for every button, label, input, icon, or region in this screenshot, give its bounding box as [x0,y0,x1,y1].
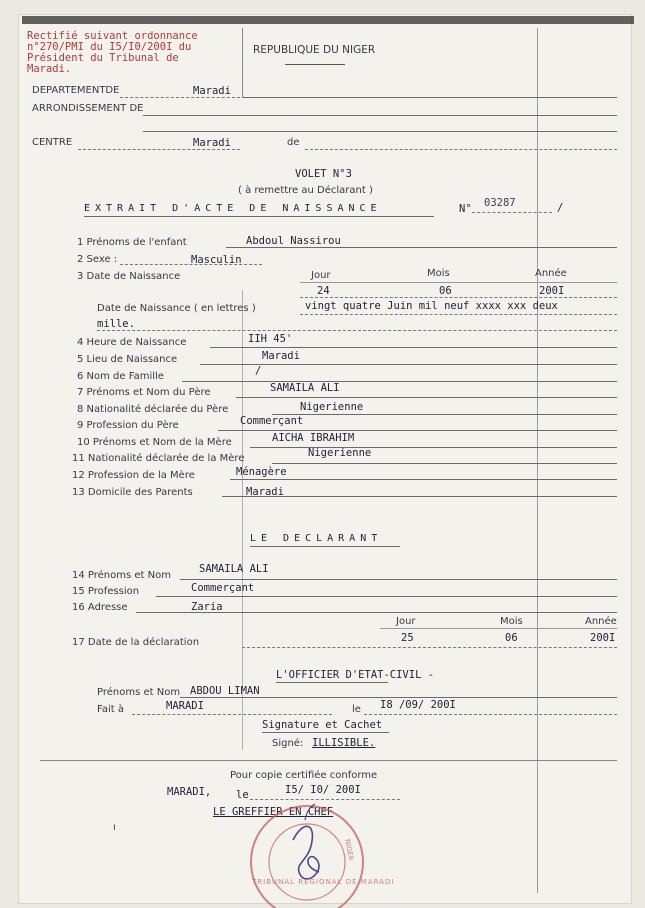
field-14-line [180,579,617,580]
birth-cols-underline [300,282,617,283]
stamp-text-right: NIGER [343,838,355,862]
departement-line [120,97,240,98]
field-11-label: 11 Nationalité déclarée de la Mère [72,453,245,464]
letters-label: Date de Naissance ( en lettres ) [97,303,256,314]
departement-line-right [242,97,617,98]
top-border [22,16,634,24]
field-3-label: 3 Date de Naissance [77,271,181,282]
centre-de-label: de [287,137,300,148]
extract-title-underline [84,216,434,217]
officer-name-line [180,697,617,698]
separator-line [40,760,617,761]
field-5-label: 5 Lieu de Naissance [77,354,178,365]
centre-label: CENTRE [32,137,73,148]
field-11-value: Nigerienne [308,447,372,459]
volet-title: VOLET N°3 [295,168,352,180]
field-6-value: / [255,365,262,377]
field-4-label: 4 Heure de Naissance [77,337,187,348]
field-15-line [156,596,617,597]
field-12-line [230,479,617,480]
arrondissement-line [143,115,617,116]
extract-no-line [472,212,552,213]
field-17-label: 17 Date de la déclaration [72,637,200,648]
fait-date-line [364,714,617,715]
decl-mois: 06 [505,632,518,644]
decl-col-jour: Jour [396,616,416,627]
decl-cols-underline [380,628,617,629]
decl-jour: 25 [401,632,414,644]
birth-jour: 24 [317,285,330,297]
note-line-1: Rectifié suivant ordonnance [27,30,198,42]
left-margin-line [242,290,243,750]
field-5-value: Maradi [262,350,300,362]
declarant-title: LE DECLARANT [250,533,383,544]
field-7-label: 7 Prénoms et Nom du Père [77,387,211,398]
fait-line [132,714,332,715]
letters-line-1 [300,314,617,315]
note-line-2: n°270/PMI du I5/I0/200I du [27,41,192,53]
field-4-value: IIH 45' [248,333,293,345]
decl-date-line [242,647,617,648]
right-margin-line [537,28,538,893]
field-10-value: AICHA IBRAHIM [272,432,355,444]
field-9-label: 9 Profession du Père [77,420,179,431]
birth-date-line [300,297,617,298]
field-11-line [272,463,617,464]
field-14-label: 14 Prénoms et Nom [72,570,171,581]
letters-line-2 [97,330,617,331]
field-10-line [250,447,617,448]
birth-annee: 200I [539,285,565,297]
officer-name-label: Prénoms et Nom [97,687,181,698]
officer-title: L'OFFICIER D'ETAT-CIVIL - [276,669,435,681]
fait-label: Fait à [97,704,124,715]
declarant-title-underline [250,546,400,547]
field-15-value: Commerçant [191,582,255,594]
field-9-line [218,430,617,431]
field-1-line [226,247,617,248]
field-14-value: SAMAILA ALI [199,563,269,575]
arrondissement-label: ARRONDISSEMENT DE [32,103,144,114]
field-12-value: Ménagère [236,466,287,478]
field-10-label: 10 Prénoms et Nom de la Mère [77,437,232,448]
arrondissement-line-2 [143,131,617,132]
fait-le-label: le [352,704,361,715]
letters-value-2: mille. [97,318,135,330]
field-12-label: 12 Profession de la Mère [72,470,195,481]
decl-col-mois: Mois [500,616,523,627]
signed-value: ILLISIBLE. [312,737,376,749]
field-15-label: 15 Profession [72,586,140,597]
fait-value: MARADI [166,700,204,712]
departement-label: DEPARTEMENTDE [32,85,120,96]
rectification-note [27,31,198,75]
volet-subtitle: ( à remettre au Déclarant ) [238,185,373,196]
field-2-label: 2 Sexe : [77,254,118,265]
decl-annee: 200I [590,632,616,644]
field-5-line [200,364,617,365]
field-13-value: Maradi [246,486,284,498]
greffier-title: LE GREFFIER EN CHEF [213,806,334,818]
header-divider [242,28,243,98]
field-7-line [236,397,617,398]
country-title: REPUBLIQUE DU NIGER [253,44,376,56]
birth-mois: 06 [439,285,452,297]
note-line-3: Président du Tribunal de [27,52,179,64]
certify-date: I5/ I0/ 200I [285,784,361,796]
extract-no-slash: / [557,202,564,214]
stamp-text-top: TRIBUNAL REGIONAL DE MARADI [252,878,395,886]
letters-value-1: vingt quatre Juin mil neuf xxxx xxx deux [305,300,558,312]
field-16-value: Zaria [191,601,223,613]
margin-mark: ı [113,822,116,833]
header-underline [285,64,345,65]
signature-underline [262,732,389,733]
birth-col-annee: Année [535,268,567,279]
field-8-line [272,414,617,415]
field-13-label: 13 Domicile des Parents [72,487,193,498]
extract-no-label: N° [459,203,472,215]
centre-value: Maradi [193,137,231,149]
certify-line: Pour copie certifiée conforme [230,770,378,781]
field-8-value: Nigerienne [300,401,364,413]
field-7-value: SAMAILA ALI [270,382,340,394]
field-8-label: 8 Nationalité déclarée du Père [77,404,229,415]
field-1-value: Abdoul Nassirou [246,235,341,247]
field-1-label: 1 Prénoms de l'enfant [77,237,187,248]
extract-title: EXTRAIT D'ACTE DE NAISSANCE [84,203,382,214]
decl-col-annee: Année [585,616,617,627]
fait-date-value: I8 /09/ 200I [380,699,456,711]
field-6-label: 6 Nom de Famille [77,371,164,382]
departement-value: Maradi [193,85,231,97]
certify-place: MARADI, [167,786,212,798]
signed-label: Signé: [272,738,304,749]
note-line-4: Maradi. [27,63,72,75]
field-16-label: 16 Adresse [72,602,128,613]
field-2-value: Masculin [191,254,242,266]
centre-line [78,149,240,150]
certify-le: le [236,789,249,801]
centre-de-line [305,149,617,150]
birth-col-jour: Jour [311,270,331,281]
officer-name-value: ABDOU LIMAN [190,685,260,697]
officer-title-underline [276,682,388,683]
field-6-line [182,381,617,382]
signature-scribble [293,826,319,879]
extract-no-value: 03287 [484,197,516,209]
field-4-line [210,347,617,348]
field-9-value: Commerçant [240,415,304,427]
birth-col-mois: Mois [427,268,450,279]
signature-label: Signature et Cachet [262,719,383,731]
